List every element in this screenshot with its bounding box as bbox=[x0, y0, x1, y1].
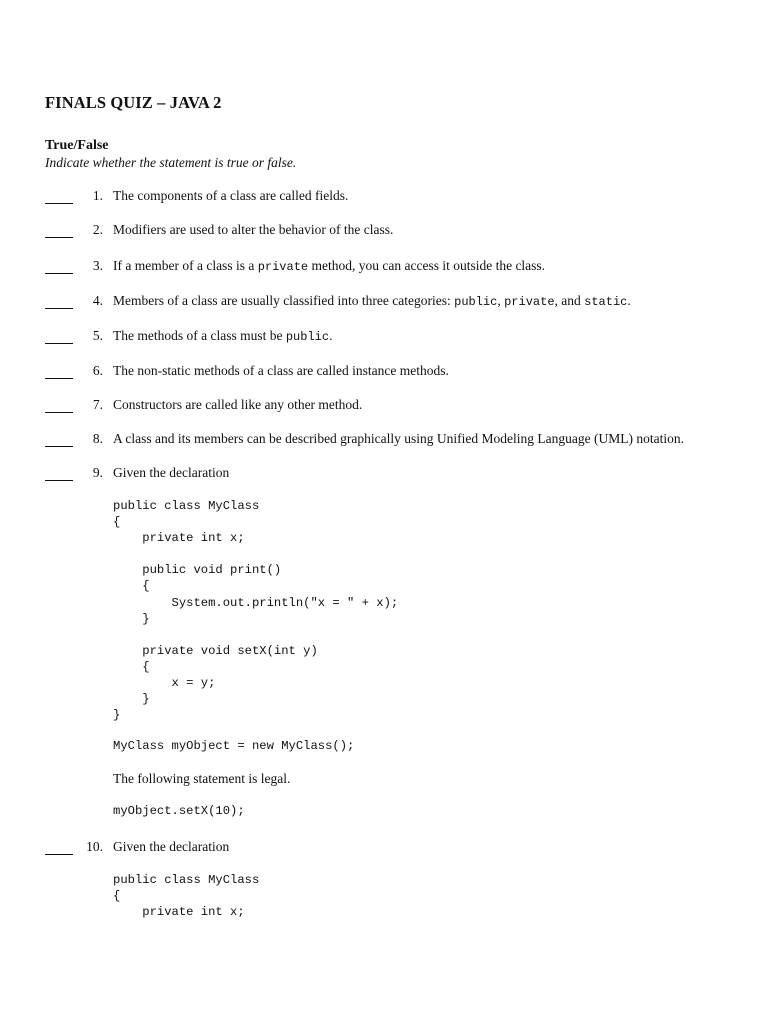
question-text bbox=[113, 293, 631, 309]
question-number: 6. bbox=[92, 363, 103, 378]
answer-blank[interactable] bbox=[45, 480, 73, 481]
code-block: public class MyClass { private int x; public void print() { System.out.println("x = " + x); } private void setX(int y) { x = y; } } bbox=[113, 499, 399, 723]
question-5 bbox=[0, 328, 768, 348]
text-part: The methods of a class must be bbox=[113, 328, 286, 343]
object-declaration: MyClass myObject = new MyClass(); bbox=[113, 739, 355, 753]
question-text: Given the declaration bbox=[113, 839, 230, 854]
question-number: 7. bbox=[92, 397, 103, 412]
question-number: 3. bbox=[92, 258, 103, 273]
answer-blank[interactable] bbox=[45, 412, 73, 413]
question-text: Constructors are called like any other method. bbox=[113, 397, 363, 412]
text-part: , and bbox=[554, 293, 585, 308]
code-block: public class MyClass { private int x; bbox=[113, 873, 260, 920]
page-title: FINALS QUIZ – JAVA 2 bbox=[45, 93, 222, 112]
statement-code: myObject.setX(10); bbox=[113, 804, 245, 818]
answer-blank[interactable] bbox=[45, 343, 73, 344]
question-3 bbox=[0, 258, 768, 278]
question-text: Modifiers are used to alter the behavior of the class. bbox=[113, 222, 394, 237]
statement-intro: The following statement is legal. bbox=[113, 771, 291, 786]
code-keyword: private bbox=[257, 260, 309, 274]
question-10 bbox=[0, 839, 768, 859]
text-part: If a member of a class is a bbox=[113, 258, 258, 273]
question-9 bbox=[0, 465, 768, 485]
question-7 bbox=[0, 397, 768, 417]
question-text bbox=[113, 258, 545, 274]
question-number: 2. bbox=[92, 222, 103, 237]
text-part: Members of a class are usually classified into three categories: bbox=[113, 293, 455, 308]
question-number: 9. bbox=[92, 465, 103, 480]
text-part: . bbox=[627, 293, 631, 308]
question-number: 5. bbox=[92, 328, 103, 343]
question-text: The non-static methods of a class are called instance methods. bbox=[113, 363, 449, 378]
question-2 bbox=[0, 222, 768, 242]
answer-blank[interactable] bbox=[45, 446, 73, 447]
question-8 bbox=[0, 431, 768, 451]
question-text bbox=[113, 328, 332, 344]
code-keyword: static bbox=[584, 295, 628, 309]
text-part: method, you can access it outside the class. bbox=[308, 258, 546, 273]
section-instruction: Indicate whether the statement is true or false. bbox=[45, 155, 297, 170]
section-heading: True/False bbox=[45, 138, 109, 153]
answer-blank[interactable] bbox=[45, 203, 73, 204]
question-number: 1. bbox=[92, 188, 103, 203]
question-4 bbox=[0, 293, 768, 313]
answer-blank[interactable] bbox=[45, 237, 73, 238]
question-number: 4. bbox=[92, 293, 103, 308]
question-6 bbox=[0, 363, 768, 383]
answer-blank[interactable] bbox=[45, 854, 73, 855]
code-keyword: public bbox=[454, 295, 498, 309]
question-text: Given the declaration bbox=[113, 465, 230, 480]
question-text: A class and its members can be described graphically using Unified Modeling Language (UML) notation. bbox=[113, 431, 684, 446]
question-number: 8. bbox=[92, 431, 103, 446]
text-part: . bbox=[329, 328, 333, 343]
question-number: 10. bbox=[86, 839, 103, 854]
question-1 bbox=[0, 188, 768, 208]
answer-blank[interactable] bbox=[45, 378, 73, 379]
text-part: , bbox=[497, 293, 505, 308]
answer-blank[interactable] bbox=[45, 273, 73, 274]
code-keyword: private bbox=[504, 295, 555, 309]
code-keyword: public bbox=[285, 330, 330, 344]
answer-blank[interactable] bbox=[45, 308, 73, 309]
question-text: The components of a class are called fields. bbox=[113, 188, 349, 203]
